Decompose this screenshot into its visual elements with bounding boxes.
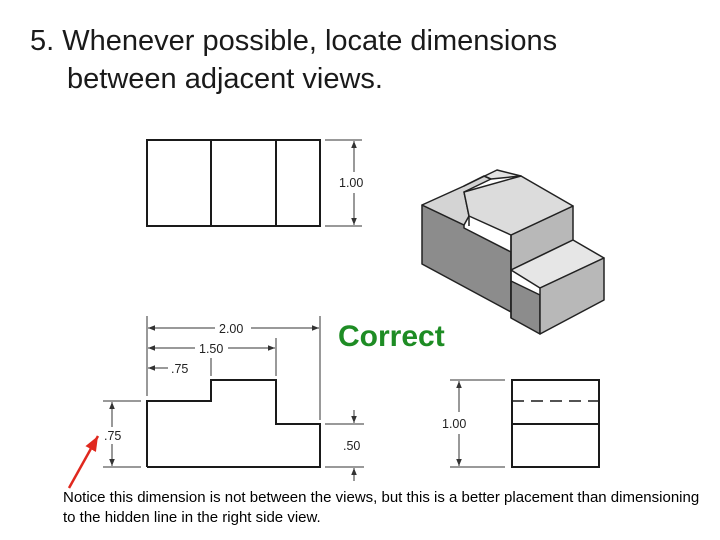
annotation-arrow — [69, 436, 98, 488]
title-line-1: 5. Whenever possible, locate dimensions — [30, 25, 558, 57]
title-line-2: between adjacent views. — [67, 63, 383, 95]
right-height-label: .50 — [343, 439, 361, 453]
width-150-label: 1.50 — [199, 342, 224, 356]
left-height-label: .75 — [104, 429, 122, 443]
front-view — [147, 380, 320, 467]
verdict-label: Correct — [338, 320, 445, 353]
isometric-view — [422, 170, 604, 334]
overall-width-label: 2.00 — [219, 322, 244, 336]
top-height-label: 1.00 — [339, 176, 364, 190]
side-height-label: 1.00 — [442, 417, 467, 431]
top-view — [147, 140, 320, 226]
width-075-label: .75 — [171, 362, 189, 376]
annotation-note: Notice this dimension is not between the views, but this is a better placement than dimensioning to the hidden line in the right side view. — [63, 489, 700, 526]
side-view — [512, 380, 599, 467]
